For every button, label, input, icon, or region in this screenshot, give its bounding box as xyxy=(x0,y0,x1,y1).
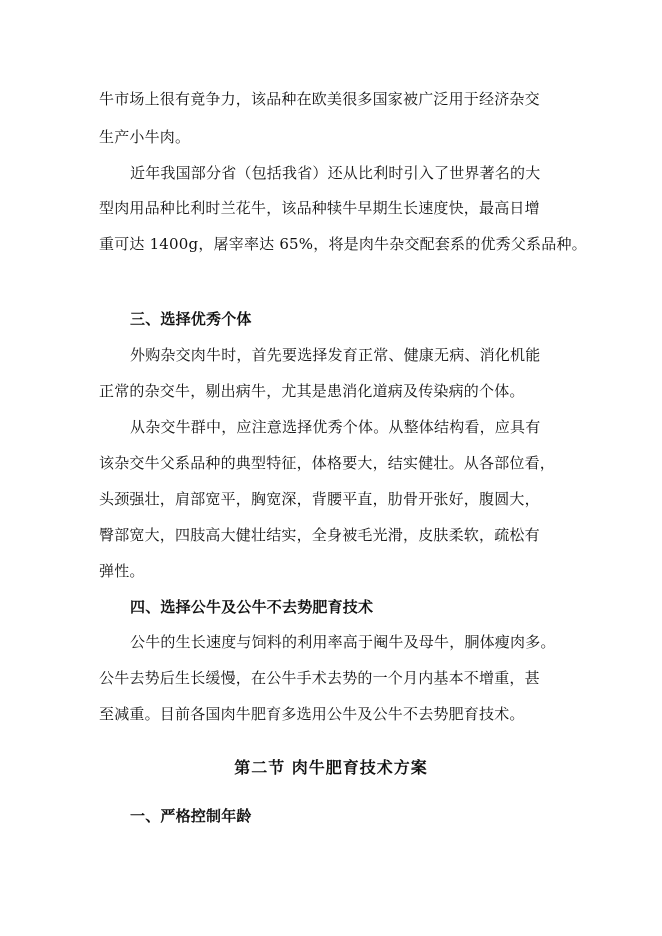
paragraph-line: 牛市场上很有竟争力，该品种在欧美很多国家被广泛用于经济杂交 xyxy=(99,90,540,108)
chapter-title: 第二节 肉牛肥育技术方案 xyxy=(234,758,428,777)
paragraph-line: 重可达 1400g，屠宰率达 65%，将是肉牛杂交配套系的优秀父系品种。 xyxy=(99,235,587,253)
paragraph-line: 外购杂交肉牛时，首先要选择发育正常、健康无病、消化机能 xyxy=(130,346,541,364)
paragraph-line: 生产小牛肉。 xyxy=(99,128,191,146)
paragraph-line: 正常的杂交牛，剔出病牛，尤其是患消化道病及传染病的个体。 xyxy=(99,382,525,400)
paragraph-line: 臀部宽大，四肢高大健壮结实，全身被毛光滑，皮肤柔软，疏松有 xyxy=(99,526,540,544)
paragraph-line: 至减重。目前各国肉牛肥育多选用公牛及公牛不去势肥育技术。 xyxy=(99,705,525,723)
section-heading: 三、选择优秀个体 xyxy=(130,310,252,328)
paragraph-line: 公牛去势后生长缓慢，在公牛手术去势的一个月内基本不增重，甚 xyxy=(99,669,540,687)
section-heading: 一、严格控制年龄 xyxy=(130,807,252,825)
paragraph-line: 公牛的生长速度与饲料的利用率高于阉牛及母牛，胴体瘦肉多。 xyxy=(130,633,556,651)
section-heading: 四、选择公牛及公牛不去势肥育技术 xyxy=(130,598,374,616)
paragraph-line: 头颈强壮，肩部宽平，胸宽深，背腰平直，肋骨开张好，腹圆大， xyxy=(99,490,540,508)
paragraph-line: 近年我国部分省（包括我省）还从比利时引入了世界著名的大 xyxy=(130,164,541,182)
paragraph-line: 该杂交牛父系品种的典型特征，体格要大，结实健壮。从各部位看， xyxy=(99,454,556,472)
paragraph-line: 弹性。 xyxy=(99,562,145,580)
paragraph-line: 型肉用品种比利时兰花牛，该品种犊牛早期生长速度快，最高日增 xyxy=(99,199,540,217)
paragraph-line: 从杂交牛群中，应注意选择优秀个体。从整体结构看，应具有 xyxy=(130,418,541,436)
